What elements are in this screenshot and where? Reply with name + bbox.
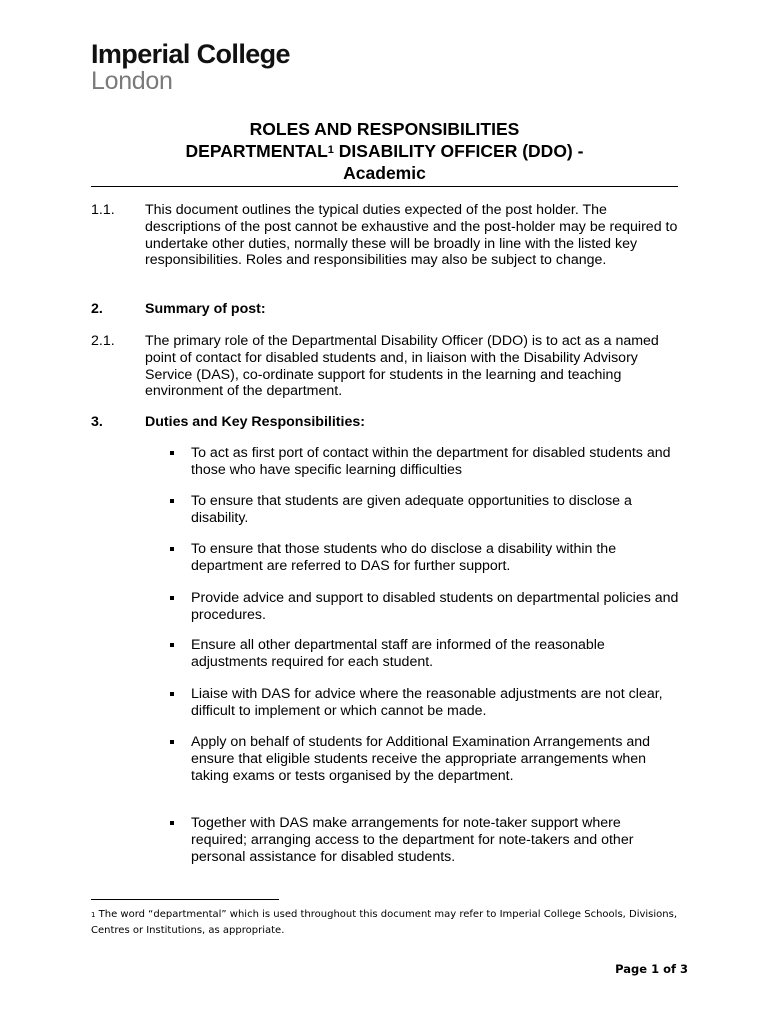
page-number: Page 1 of 3 bbox=[615, 962, 688, 976]
bullet-square-icon bbox=[170, 596, 174, 600]
list-item bbox=[170, 734, 680, 784]
list-item-text: To ensure that those students who do disclose a disability within the department are referred to DAS for further support. bbox=[191, 541, 617, 574]
footnote-marker: 1 bbox=[91, 911, 96, 919]
section-2-heading bbox=[91, 301, 681, 318]
list-item-text: Provide advice and support to disabled students on departmental policies and procedures. bbox=[191, 590, 679, 623]
section-2-1 bbox=[91, 333, 681, 400]
document-title bbox=[91, 118, 678, 184]
section-number: 3. bbox=[91, 414, 103, 430]
title-divider bbox=[91, 186, 678, 187]
imperial-college-logo bbox=[91, 40, 290, 94]
section-heading: Duties and Key Responsibilities: bbox=[145, 414, 365, 430]
list-item bbox=[170, 541, 680, 575]
list-item bbox=[170, 815, 680, 865]
section-number: 2.1. bbox=[91, 333, 115, 349]
list-item bbox=[170, 590, 680, 624]
title-line-2-start: DEPARTMENTAL bbox=[185, 141, 328, 161]
footnote-text: The word “departmental” which is used throughout this document may refer to Imperial College Schools, Divisions, Centres or Institutions, as appropriate. bbox=[91, 909, 678, 936]
list-item-text: Ensure all other departmental staff are informed of the reasonable adjustments required for each student. bbox=[191, 637, 605, 670]
footnote-marker: 1 bbox=[327, 144, 334, 156]
title-line-1: ROLES AND RESPONSIBILITIES bbox=[249, 119, 520, 139]
list-item-text: Apply on behalf of students for Additional Examination Arrangements and ensure that eligible students receive the appropriate arrangements when taking exams or tests organised by the department. bbox=[191, 734, 651, 784]
title-line-2-end: DISABILITY OFFICER (DDO) - bbox=[333, 141, 584, 161]
list-item-text: To act as first port of contact within the department for disabled students and those who have specific learning difficulties bbox=[191, 445, 671, 478]
footnote-divider bbox=[91, 899, 279, 900]
title-line-2 bbox=[91, 140, 678, 162]
section-number: 1.1. bbox=[91, 202, 115, 218]
bullet-square-icon bbox=[170, 547, 174, 551]
list-item-text: Liaise with DAS for advice where the reasonable adjustments are not clear, difficult to implement or which cannot be made. bbox=[191, 686, 663, 719]
list-item bbox=[170, 445, 680, 479]
section-heading: Summary of post: bbox=[145, 301, 266, 317]
bullet-square-icon bbox=[170, 499, 174, 503]
bullet-square-icon bbox=[170, 740, 174, 744]
footnote bbox=[91, 907, 691, 939]
bullet-square-icon bbox=[170, 451, 174, 455]
section-1-1 bbox=[91, 202, 681, 269]
section-number: 2. bbox=[91, 301, 103, 317]
list-item bbox=[170, 686, 680, 720]
section-text: The primary role of the Departmental Disability Officer (DDO) is to act as a named point of contact for disabled students and, in liaison with the Disability Advisory Service (DAS), co-ordinate support for students in the learning and teaching environment of the department. bbox=[145, 333, 659, 400]
bullet-square-icon bbox=[170, 692, 174, 696]
title-line-3: Academic bbox=[343, 163, 426, 183]
section-text: This document outlines the typical duties expected of the post holder. The descriptions of the post cannot be exhaustive and the post-holder may be required to undertake other duties, normally these will be broadly in line with the listed key responsibilities. Roles and responsibilities may also be subject to change. bbox=[145, 202, 678, 269]
logo-line-2: London bbox=[91, 67, 173, 95]
bullet-square-icon bbox=[170, 821, 174, 825]
list-item bbox=[170, 637, 680, 671]
list-item-text: To ensure that students are given adequate opportunities to disclose a disability. bbox=[191, 493, 632, 526]
section-3-heading bbox=[91, 414, 681, 431]
list-item-text: Together with DAS make arrangements for note-taker support where required; arranging access to the department for note-takers and other personal assistance for disabled students. bbox=[191, 815, 634, 865]
logo-line-1: Imperial College bbox=[91, 39, 290, 69]
list-item bbox=[170, 493, 680, 527]
bullet-square-icon bbox=[170, 643, 174, 647]
